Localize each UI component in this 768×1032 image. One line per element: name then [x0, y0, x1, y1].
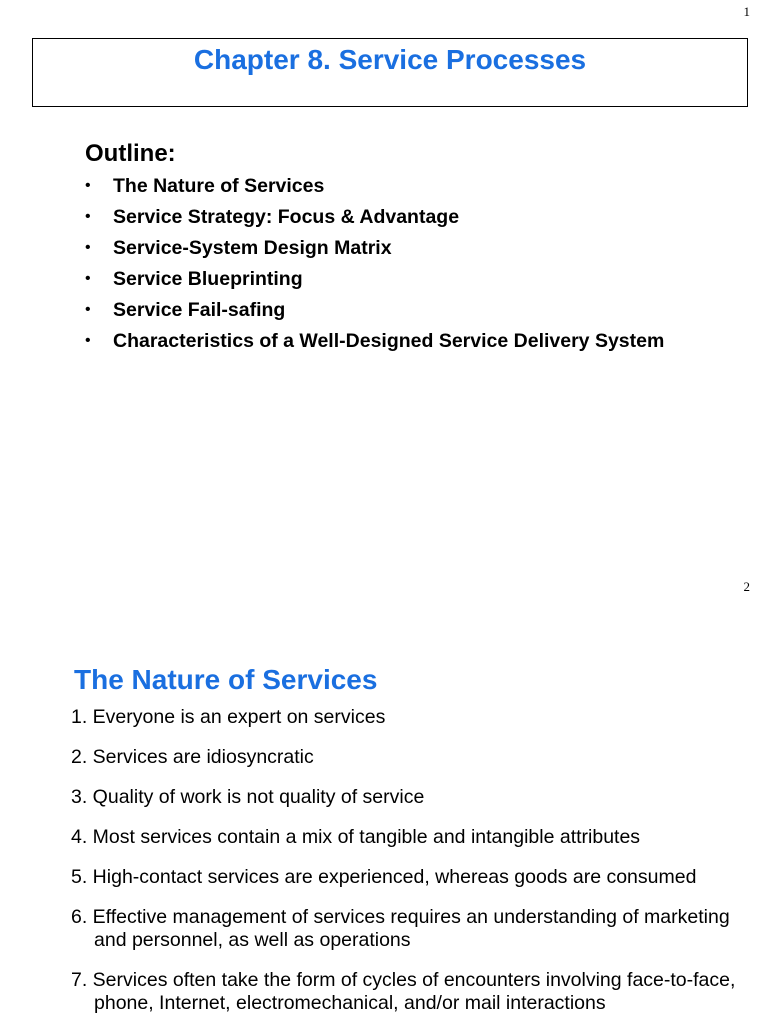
outline-item: [85, 297, 685, 323]
bullet-icon: •: [85, 239, 91, 256]
outline-item: [85, 204, 685, 230]
nature-list: [66, 706, 746, 1032]
outline-item: [85, 235, 685, 261]
outline-item: [85, 173, 685, 199]
outline-item: [85, 266, 685, 292]
slide-title: Chapter 8. Service Processes: [193, 44, 587, 75]
list-item: 3. Quality of work is not quality of service: [71, 786, 425, 808]
list-item: 6. Effective management of services requires an understanding of marketing and personnel, as well as operations: [71, 906, 730, 951]
bullet-icon: •: [85, 208, 91, 225]
outline-item-text: Service Strategy: Focus & Advantage: [113, 206, 460, 228]
outline-item-text: The Nature of Services: [113, 175, 325, 197]
outline-heading: Outline:: [85, 140, 176, 167]
bullet-icon: •: [85, 301, 91, 318]
outline-item: [85, 328, 685, 354]
list-item: 5. High-contact services are experienced, whereas goods are consumed: [71, 866, 697, 888]
bullet-icon: •: [85, 270, 91, 287]
list-item: 7. Services often take the form of cycles of encounters involving face-to-face, phone, Internet, electromechanical, and/or mail interactions: [71, 969, 736, 1014]
bullet-icon: •: [85, 332, 91, 349]
page-number: 2: [743, 579, 750, 594]
outline-list: [85, 173, 685, 359]
list-item: 1. Everyone is an expert on services: [71, 706, 386, 728]
list-item: 4. Most services contain a mix of tangible and intangible attributes: [71, 826, 641, 848]
list-item: 2. Services are idiosyncratic: [71, 746, 314, 768]
outline-item-text: Characteristics of a Well-Designed Service Delivery System: [113, 330, 665, 352]
section-title: The Nature of Services: [74, 664, 378, 695]
outline-item-text: Service-System Design Matrix: [113, 237, 392, 259]
outline-item-text: Service Blueprinting: [113, 268, 303, 290]
bullet-icon: •: [85, 177, 91, 194]
title-box: [32, 38, 748, 107]
outline-item-text: Service Fail-safing: [113, 299, 286, 321]
page-number: 1: [743, 4, 750, 19]
